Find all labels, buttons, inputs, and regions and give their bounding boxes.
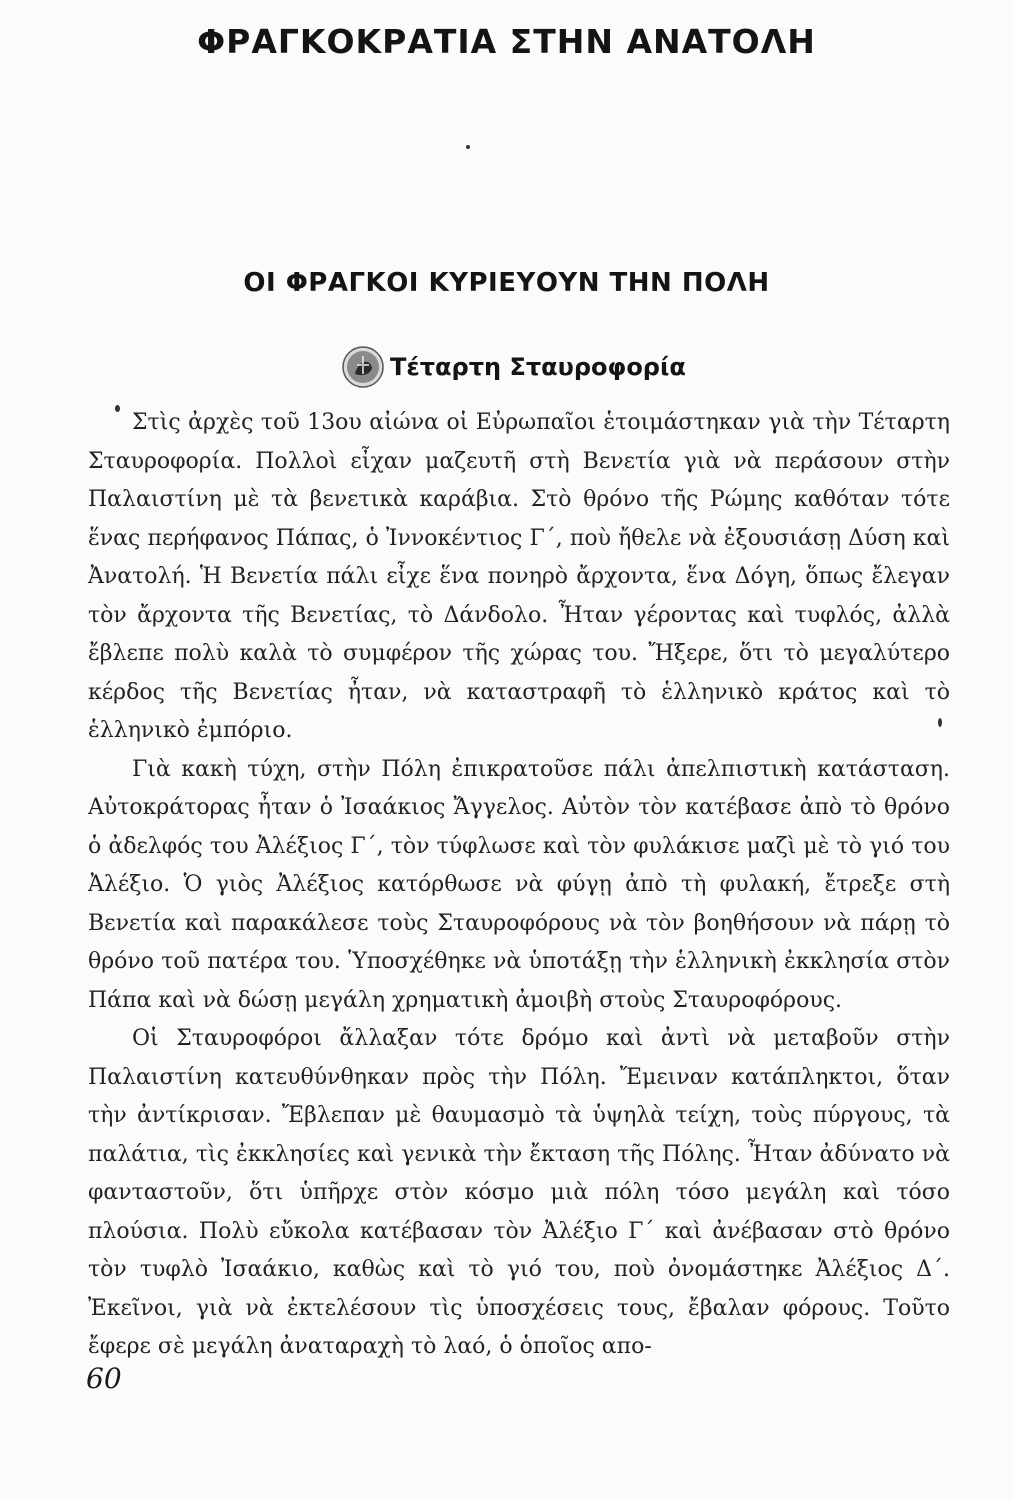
crusader-emblem-icon <box>340 344 386 390</box>
ink-speck <box>466 145 470 149</box>
paragraph-3: Οἱ Σταυροφόροι ἄλλαξαν τότε δρόμο καὶ ἀντὶ νὰ μεταβοῦν στὴν Παλαιστίνη κατευθύνθηκαν πρὸς τὴν Πόλη. Ἔμειναν κατάπληκτοι, ὅταν τὴν ἀντίκρισαν. Ἔβλεπαν μὲ θαυμασμὸ τὰ ὑψηλὰ τείχη, τοὺς πύργους, τὰ παλάτια, τὶς ἐκκλησίες καὶ γενικὰ τὴν ἔκταση τῆς Πόλης. Ἦταν ἀδύνατο νὰ φανταστοῦν, ὅτι ὑπῆρχε στὸν κόσμο μιὰ πόλη τόσο μεγάλη καὶ τόσο πλούσια. Πολὺ εὔκολα κατέβασαν τὸν Ἀλέξιο Γ΄ καὶ ἀνέβασαν στὸ θρόνο τὸν τυφλὸ Ἰσαάκιο, καθὼς καὶ τὸ γιό του, ποὺ ὀνομάστηκε Ἀλέξιος Δ΄. Ἐκεῖνοι, γιὰ νὰ ἐκτελέσουν τὶς ὑποσχέσεις τους, ἔβαλαν φόρους. Τοῦτο ἔφερε σὲ μεγάλη ἀναταραχὴ τὸ λαό, ὁ ὁποῖος απο- <box>88 1026 950 1359</box>
section-heading <box>340 342 686 392</box>
paragraph-2: Γιὰ κακὴ τύχη, στὴν Πόλη ἐπικρατοῦσε πάλι ἀπελπιστικὴ κατάσταση. Αὐτοκράτορας ἦταν ὁ Ἰσαάκιος Ἄγγελος. Αὐτὸν τὸν κατέβασε ἀπὸ τὸ θρόνο ὁ ἀδελφός του Ἀλέξιος Γ΄, τὸν τύφλωσε καὶ τὸν φυλάκισε μαζὶ μὲ τὸ γιό του Ἀλέξιο. Ὁ γιὸς Ἀλέξιος κατόρθωσε νὰ φύγῃ ἀπὸ τὴ φυλακή, ἔτρεξε στὴ Βενετία καὶ παρακάλεσε τοὺς Σταυροφόρους νὰ τὸν βοηθήσουν νὰ πάρῃ τὸ θρόνο τοῦ πατέρα του. Ὑποσχέθηκε νὰ ὑποτάξῃ τὴν ἑλληνικὴ ἐκκλησία στὸν Πάπα καὶ νὰ δώσῃ μεγάλη χρηματικὴ ἀμοιβὴ στοὺς Σταυροφόρους. <box>88 756 950 1013</box>
ink-speck <box>938 718 942 727</box>
running-head: ΦΡΑΓΚΟΚΡΑΤΙΑ ΣΤΗΝ ΑΝΑΤΟΛΗ <box>197 22 816 61</box>
section-title: Τέταρτη Σταυροφορία <box>390 353 686 381</box>
chapter-title: ΟΙ ΦΡΑΓΚΟΙ ΚΥΡΙΕΥΟΥΝ ΤΗΝ ΠΟΛΗ <box>243 268 770 298</box>
paragraph-1: Στὶς ἀρχὲς τοῦ 13ου αἰώνα οἱ Εὐρωπαῖοι ἑτοιμάστηκαν γιὰ τὴν Τέταρτη Σταυροφορία. Πολλοὶ εἶχαν μαζευτῆ στὴ Βενετία γιὰ νὰ περάσουν στὴν Παλαιστίνη μὲ τὰ βενετικὰ καράβια. Στὸ θρόνο τῆς Ρώμης καθόταν τότε ἕνας περήφανος Πάπας, ὁ Ἰννοκέντιος Γ΄, ποὺ ἤθελε νὰ ἐξουσιάσῃ Δύση καὶ Ἀνατολή. Ἡ Βενετία πάλι εἶχε ἕνα πονηρὸ ἄρχοντα, ἕνα Δόγη, ὅπως ἔλεγαν τὸν ἄρχοντα τῆς Βενετίας, τὸ Δάνδολο. Ἦταν γέροντας καὶ τυφλός, ἀλλὰ ἔβλεπε πολὺ καλὰ τὸ συμφέρον τῆς χώρας του. Ἤξερε, ὅτι τὸ μεγαλύτερο κέρδος τῆς Βενετίας ἦταν, νὰ καταστραφῆ τὸ ἑλληνικὸ κράτος καὶ τὸ ἑλληνικὸ ἐμπόριο. <box>88 410 950 743</box>
page-number: 60 <box>86 1362 122 1395</box>
ink-speck <box>115 405 120 412</box>
body-text <box>88 404 950 1367</box>
